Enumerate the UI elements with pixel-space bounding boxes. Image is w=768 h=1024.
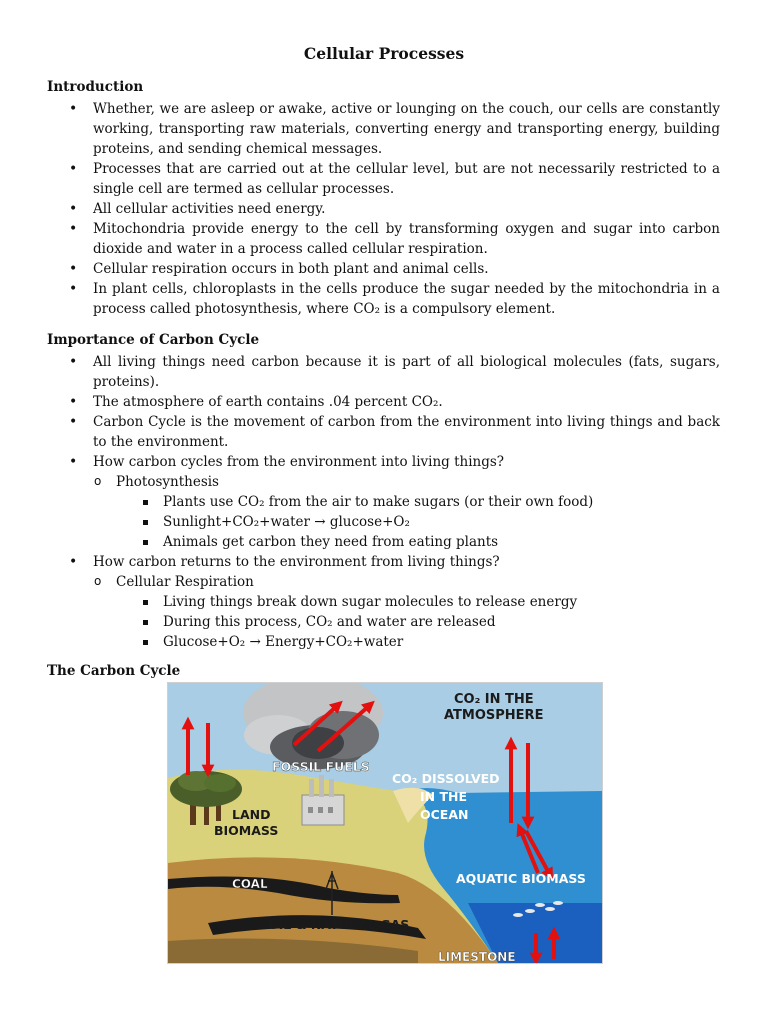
co2-dissolved-label: IN THE [420, 789, 467, 804]
list-item: • Carbon Cycle is the movement of carbon from the environment into living things and back to the environment. [47, 412, 720, 452]
co2-dissolved-label: OCEAN [420, 807, 469, 822]
sub-sub-list-item: Plants use CO₂ from the air to make sugars (or their own food) [47, 492, 720, 512]
sub-sub-list-item: Sunlight+CO₂+water → glucose+O₂ [47, 512, 720, 532]
list-item: • Processes that are carried out at the cellular level, but are not necessarily restricted to a single cell are termed as cellular processes. [47, 159, 720, 199]
list-item: • In plant cells, chloroplasts in the cells produce the sugar needed by the mitochondria in a process called photosynthesis, where CO₂ is a compulsory element. [47, 279, 720, 319]
sub-sub-list-item: During this process, CO₂ and water are released [47, 612, 720, 632]
sub-list-item: o Cellular Respiration [47, 572, 720, 592]
co2-atmosphere-label: ATMOSPHERE [444, 708, 544, 723]
aquatic-biomass-label: AQUATIC BIOMASS [456, 871, 586, 886]
introduction-heading: Introduction [47, 79, 144, 95]
sub-sub-list-item: Animals get carbon they need from eating plants [47, 532, 720, 552]
carbon-cycle-importance-heading: Importance of Carbon Cycle [47, 332, 260, 348]
list-item: • All cellular activities need energy. [47, 199, 720, 219]
list-item: • All living things need carbon because it is part of all biological molecules (fats, sugars, proteins). [47, 352, 720, 392]
land-biomass-label: LAND [232, 807, 271, 822]
list-item: • How carbon cycles from the environment into living things? [47, 452, 720, 472]
carbon-cycle-list [47, 352, 720, 652]
oil-gas-label: OIL & NATURAL GAS [268, 917, 410, 932]
carbon-cycle-diagram [167, 682, 603, 964]
list-item: • How carbon returns to the environment from living things? [47, 552, 720, 572]
limestone-label: LIMESTONE [438, 950, 516, 963]
land-biomass-label: BIOMASS [214, 823, 279, 838]
list-item: • Cellular respiration occurs in both plant and animal cells. [47, 259, 720, 279]
sub-list-item: o Photosynthesis [47, 472, 720, 492]
list-item: • Mitochondria provide energy to the cell by transforming oxygen and sugar into carbon dioxide and water in a process called cellular respiration. [47, 219, 720, 259]
coal-label: COAL [232, 877, 268, 891]
list-item: • Whether, we are asleep or awake, active or lounging on the couch, our cells are constantly working, transporting raw materials, converting energy and transporting energy, building proteins, and sending chemical messages. [47, 99, 720, 159]
co2-dissolved-label: CO₂ DISSOLVED [392, 771, 500, 786]
carbon-cycle-heading: The Carbon Cycle [47, 663, 181, 679]
co2-atmosphere-label: CO₂ IN THE [454, 692, 534, 707]
page-title: Cellular Processes [303, 44, 465, 63]
list-item: • The atmosphere of earth contains .04 percent CO₂. [47, 392, 720, 412]
sub-sub-list-item: Glucose+O₂ → Energy+CO₂+water [47, 632, 720, 652]
fossil-fuels-label: FOSSIL FUELS [272, 759, 370, 774]
sub-sub-list-item: Living things break down sugar molecules to release energy [47, 592, 720, 612]
introduction-list [47, 99, 720, 319]
